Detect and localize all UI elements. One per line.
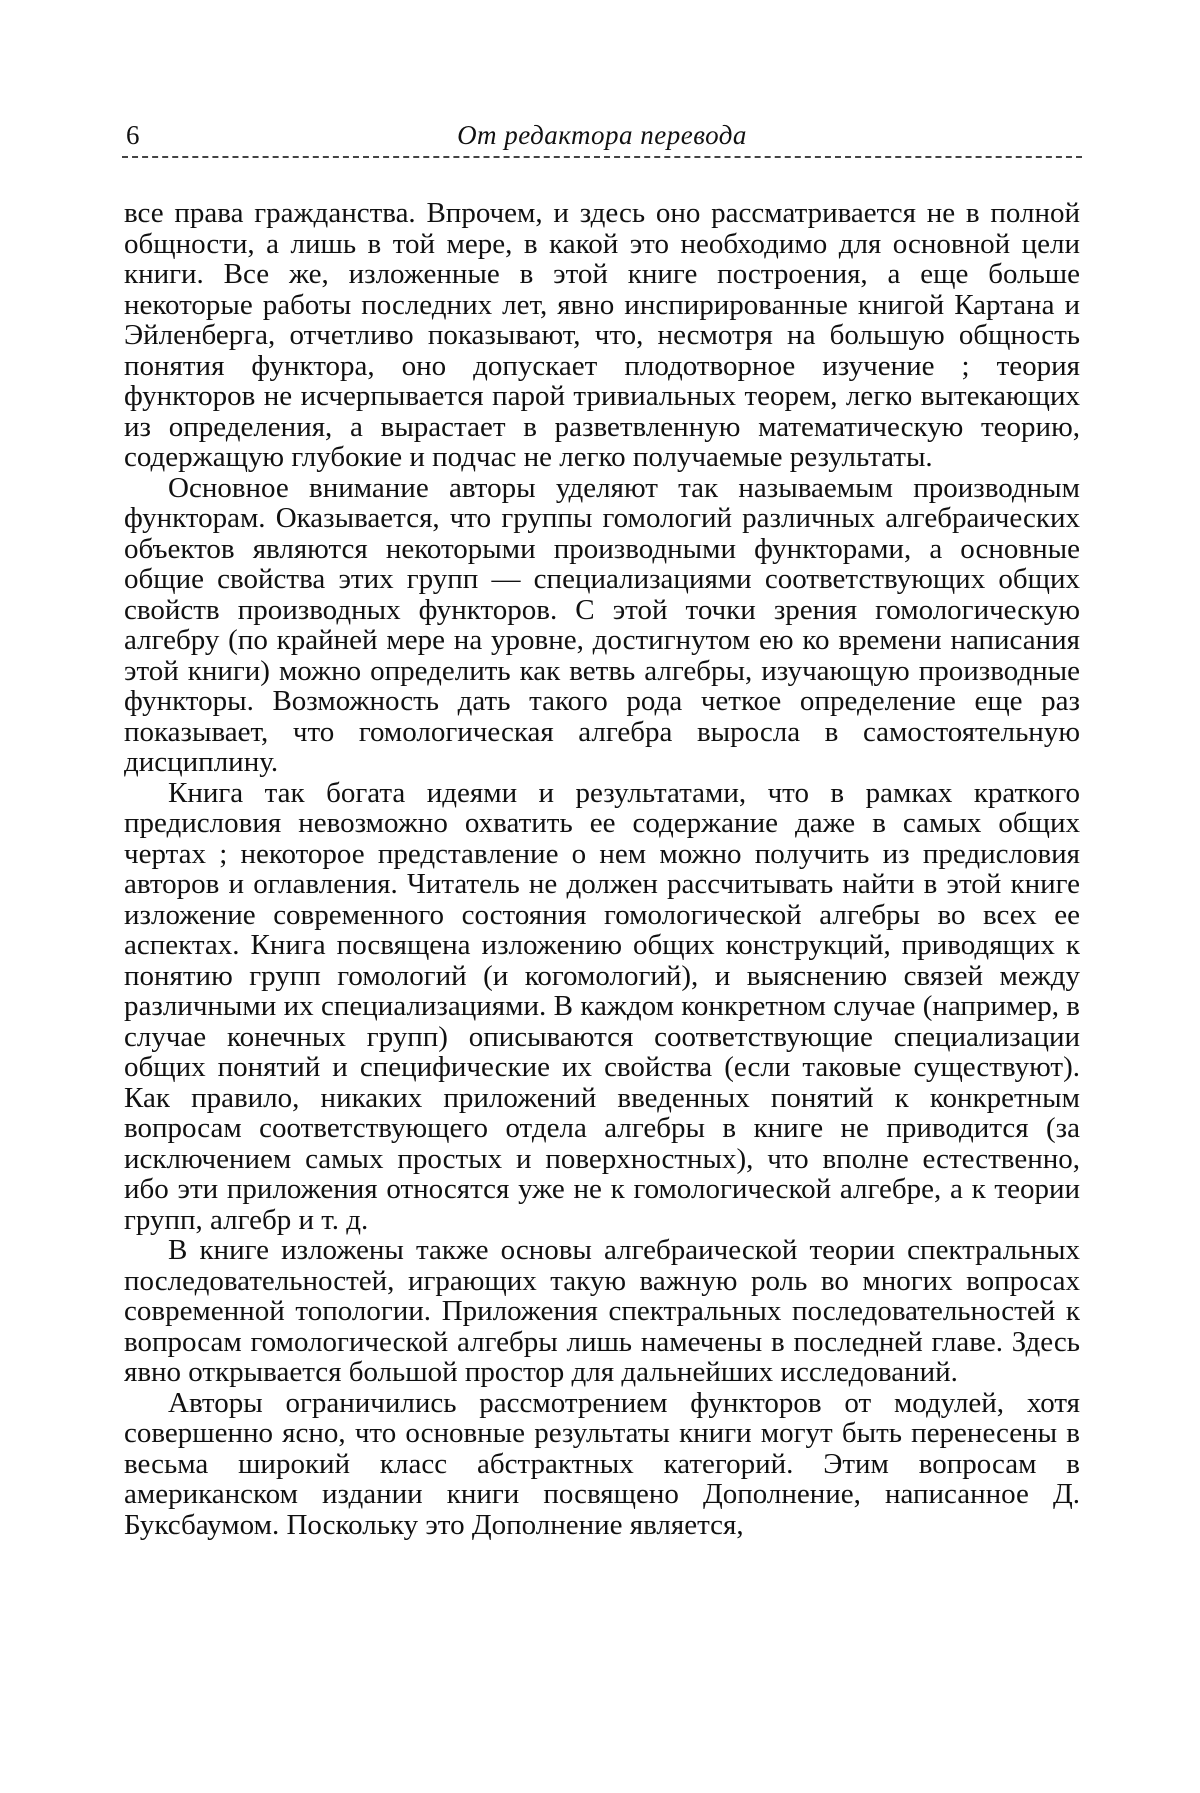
page-header (122, 116, 1082, 156)
page-number: 6 (126, 120, 140, 150)
running-title: От редактора перевода (457, 120, 747, 150)
body-text (124, 198, 1080, 1540)
header-rule (122, 156, 1082, 158)
paragraph-4: В книге изложены также основы алгебраической теории спектральных последовательностей, играющих такую важную роль во многих вопросах современной топологии. Приложения спектральных последовательностей к вопросам гомологической алгебры лишь намечены в последней главе. Здесь явно открывается большой простор для дальнейших исследований. (124, 1234, 1080, 1388)
paragraph-2: Основное внимание авторы уделяют так называемым производным функторам. Оказывается, что группы гомологий различных алгебраических объектов являются некоторыми производными функторами, а основные общие свойства этих групп — специализациями соответствующих общих свойств производных функторов. С этой точки зрения гомологическую алгебру (по крайней мере на уровне, достигнутом ею ко времени написания этой книги) можно определить как ветвь алгебры, изучающую производные функторы. Возможность дать такого рода четкое определение еще раз показывает, что гомологическая алгебра выросла в самостоятельную дисциплину. (124, 471, 1080, 778)
paragraph-3: Книга так богата идеями и результатами, что в рамках краткого предисловия невозможно охватить ее содержание даже в самых общих чертах ; некоторое представление о нем можно получить из предисловия авторов и оглавления. Читатель не должен рассчитывать найти в этой книге изложение современного состояния гомологической алгебры во всех ее аспектах. Книга посвящена изложению общих конструкций, приводящих к понятию групп гомологий (и когомологий), и выяснению связей между различными их специализациями. В каждом конкретном случае (например, в случае конечных групп) описываются соответствующие специализации общих понятий и специфические их свойства (если таковые существуют). Как правило, никаких приложений введенных понятий к конкретным вопросам соответствующего отдела алгебры в книге не приводится (за исключением самых простых и поверхностных), что вполне естественно, ибо эти приложения относятся уже не к гомологической алгебре, а к теории групп, алгебр и т. д. (124, 776, 1080, 1236)
paragraph-5: Авторы ограничились рассмотрением функторов от модулей, хотя совершенно ясно, что основные результаты книги могут быть перенесены в весьма широкий класс абстрактных категорий. Этим вопросам в американском издании книги посвящено Дополнение, написанное Д. Буксбаумом. Поскольку это Дополнение является, (124, 1386, 1080, 1541)
paragraph-1: все права гражданства. Впрочем, и здесь оно рассматривается не в полной общности, а лишь в той мере, в какой это необходимо для основной цели книги. Все же, изложенные в этой книге построения, а еще больше некоторые работы последних лет, явно инспирированные книгой Картана и Эйленберга, отчетливо показывают, что, несмотря на большую общность понятия функтора, оно допускает плодотворное изучение ; теория функторов не исчерпывается парой тривиальных теорем, легко вытекающих из определения, а вырастает в разветвленную математическую теорию, содержащую глубокие и подчас не легко получаемые результаты. (124, 197, 1080, 473)
